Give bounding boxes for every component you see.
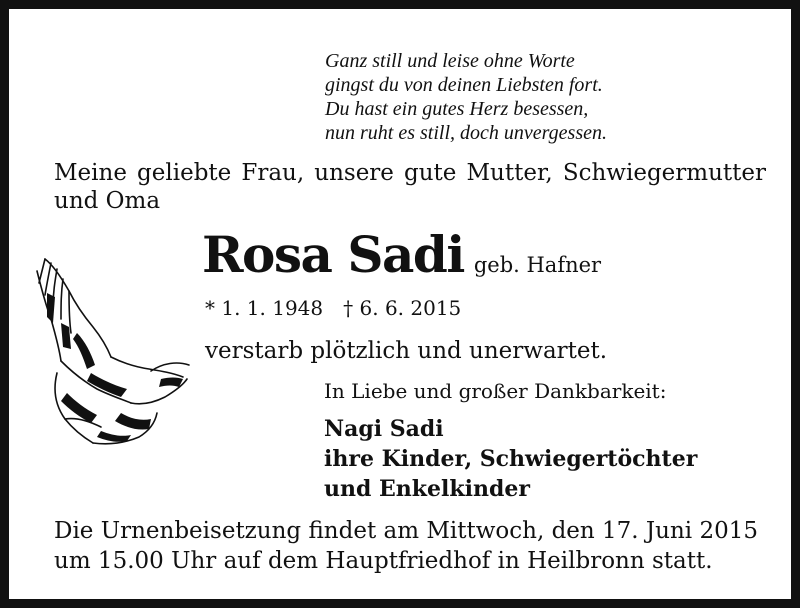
deceased-name: Rosa Sadi [202, 225, 464, 284]
family-signature [324, 414, 697, 504]
death-date: † 6. 6. 2015 [343, 296, 462, 320]
praying-hands-icon [31, 253, 195, 449]
life-dates [205, 296, 461, 320]
deceased-name-line [202, 223, 601, 287]
thanks-line: In Liebe und großer Dankbarkeit: [324, 379, 667, 403]
family-line: Nagi Sadi [324, 416, 444, 442]
intro-text: Meine geliebte Frau, unsere gute Mutter, Schwiegermutter und Oma [54, 160, 766, 214]
poem-line: nun ruht es still, doch unvergessen. [325, 122, 608, 144]
family-line: ihre Kinder, Schwiegertöchter [324, 446, 698, 472]
death-note: verstarb plötzlich und unerwartet. [205, 338, 608, 364]
poem-line: Ganz still und leise ohne Worte [325, 50, 575, 72]
poem-line: gingst du von deinen Liebsten fort. [325, 74, 603, 96]
funeral-line: um 15.00 Uhr auf dem Hauptfriedhof in Heilbronn statt. [54, 548, 713, 574]
family-line: und Enkelkinder [324, 476, 530, 502]
funeral-line: Die Urnenbeisetzung findet am Mittwoch, den 17. Juni 2015 [54, 518, 758, 544]
birth-date: * 1. 1. 1948 [205, 296, 324, 320]
funeral-info [54, 516, 766, 576]
poem-line: Du hast ein gutes Herz besessen, [325, 98, 589, 120]
poem [325, 49, 607, 145]
maiden-name: geb. Hafner [473, 253, 602, 277]
